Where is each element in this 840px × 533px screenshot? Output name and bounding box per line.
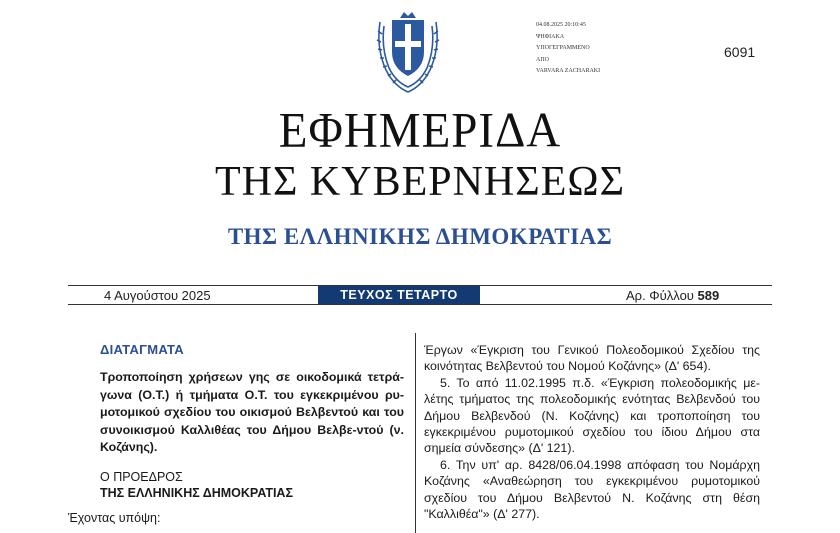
issue-bar-bottom-rule	[68, 304, 772, 305]
digital-signature-stamp	[536, 20, 600, 78]
right-column	[424, 342, 760, 522]
gazette-subtitle: ΤΗΣ ΕΛΛΗΝΙΚΗΣ ΔΗΜΟΚΡΑΤΙΑΣ	[227, 224, 613, 249]
issue-date: 4 Αυγούστου 2025	[104, 288, 211, 303]
sheet-label: Αρ. Φύλλου	[626, 288, 694, 303]
decree-summary: Τροποποίηση χρήσεων γης σε οικοδομικά τετρά-γωνα (Ο.Τ.) ή τμήματα Ο.Τ. του εγκεκριμένου ρυ-μοτομικού σχεδίου του οικισμού Βελβεντού και του συνοικισμού Καλλιθέας του Δήμου Βελβε-ντού (ν. Κοζάνης).	[100, 370, 404, 454]
sheet-number	[626, 288, 719, 303]
signature-line: ΥΠΟΓΕΓΡΑΜΜΕΝΟ	[536, 45, 590, 51]
page-number: 6091	[724, 44, 756, 60]
issue-type-band: ΤΕΥΧΟΣ ΤΕΤΑΡΤΟ	[318, 286, 480, 304]
left-column	[100, 342, 404, 501]
greek-coat-of-arms-icon	[372, 8, 444, 94]
paragraph: Έργων «Έγκριση του Γενικού Πολεοδομικού Σχεδίου της κοινότητας Βελβεντού του Νομού Κοζάνης» (Δ' 654).	[424, 343, 760, 374]
section-heading: ΔΙΑΤΑΓΜΑΤΑ	[100, 342, 184, 357]
signature-line: VARVARA ZACHARAKI	[536, 68, 601, 74]
gazette-title-line-1: ΕΦΗΜΕΡΙΔΑ	[278, 103, 562, 159]
paragraph: 5. Το από 11.02.1995 π.δ. «Έγκριση πολεοδομικής με-λέτης τμήματος της πολεοδομικής ενότητας Βελβενδού του Δήμου Βελβενδού (Ν. Κοζάνης) και τροποποίηση του εγκεκριμένου ρυμοτομικού σχεδίου του ίδιου Δήμου στα σημεία σύνδεσης» (Δ' 121).	[424, 375, 760, 456]
considering-text: Έχοντας υπόψη:	[68, 511, 161, 525]
gazette-title-line-2: ΤΗΣ ΚΥΒΕΡΝΗΣΕΩΣ	[214, 159, 626, 205]
president-heading	[100, 469, 404, 501]
signature-line: 04.08.2025 20:10:45	[536, 22, 586, 28]
signature-line: ΨΗΦΙΑΚΑ	[536, 33, 565, 40]
president-line-1: Ο ΠΡΟΕΔΡΟΣ	[100, 469, 183, 484]
president-line-2: ΤΗΣ ΕΛΛΗΝΙΚΗΣ ΔΗΜΟΚΡΑΤΙΑΣ	[100, 485, 293, 500]
signature-line: ΑΠΟ	[536, 56, 549, 63]
paragraph: 6. Την υπ' αρ. 8428/06.04.1998 απόφαση του Νομάρχη Κοζάνης «Αναθεώρηση του εγκεκριμένου ρυμοτομικού σχεδίου του Δήμου Βελβεντού Ν. Κοζάνης στη θέση "Καλλιθέα"» (Δ' 277).	[424, 457, 760, 522]
sheet-number-value: 589	[697, 288, 720, 303]
column-divider	[415, 333, 416, 533]
